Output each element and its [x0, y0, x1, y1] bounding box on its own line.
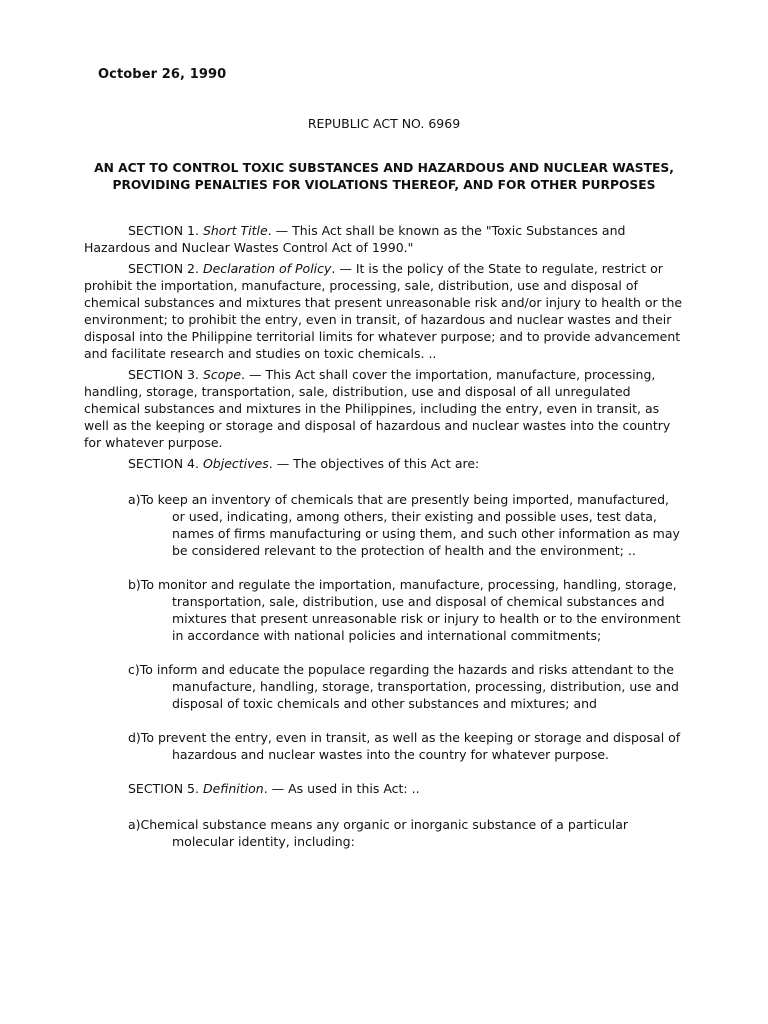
section-5-heading: Definition: [202, 781, 264, 796]
section-1-lead: SECTION 1.: [128, 223, 203, 238]
section-5: [84, 780, 684, 797]
section-3-heading: Scope: [202, 367, 242, 382]
act-title: [84, 160, 684, 194]
section-4-item-d: d)To prevent the entry, even in transit, as well as the keeping or storage and disposal of hazardous and nuclear wastes into the country for whatever purpose.: [128, 730, 681, 762]
section-2-text: . — It is the policy of the State to regulate, restrict or prohibit the importation, manufacture, processing, sale, distribution, use and disposal of chemical substances and mixtures that present unreasonable risk and/or injury to health or the environment; to prohibit the entry, even in transit, of hazardous and nuclear wastes and their disposal into the Philippine territorial limits for whatever purpose; and to provide advancement and facilitate research and studies on toxic chemicals. ..: [84, 261, 683, 361]
section-4-lead: SECTION 4.: [128, 456, 203, 471]
section-3-text: . — This Act shall cover the importation, manufacture, processing, handling, storage, transportation, sale, distribution, use and disposal of all unregulated chemical substances and mixtures in the Philippines, including the entry, even in transit, as well as the keeping or storage and disposal of hazardous and nuclear wastes into the country for whatever purpose.: [84, 367, 671, 450]
section-2-lead: SECTION 2.: [128, 261, 203, 276]
act-title-line-2: PROVIDING PENALTIES FOR VIOLATIONS THEREOF, AND FOR OTHER PURPOSES: [112, 178, 656, 192]
section-2: [84, 260, 684, 362]
act-title-line-1: AN ACT TO CONTROL TOXIC SUBSTANCES AND HAZARDOUS AND NUCLEAR WASTES,: [94, 161, 674, 175]
section-1-text: . — This Act shall be known as the "Toxic Substances and Hazardous and Nuclear Wastes Control Act of 1990.": [84, 223, 626, 255]
section-4-item-c: c)To inform and educate the populace regarding the hazards and risks attendant to the manufacture, handling, storage, transportation, processing, distribution, use and disposal of toxic chemicals and other substances and mixtures; and: [128, 662, 679, 711]
section-4-heading: Objectives: [202, 456, 269, 471]
section-1: [84, 222, 684, 256]
section-3: [84, 366, 684, 451]
section-4-item-a: a)To keep an inventory of chemicals that are presently being imported, manufactured, or used, indicating, among others, their existing and possible uses, test data, names of firms manufacturing or using them, and such other information as may be considered relevant to the protection of health and the environment; ..: [128, 492, 680, 558]
section-4-text: . — The objectives of this Act are:: [268, 456, 480, 471]
section-2-heading: Declaration of Policy: [202, 261, 332, 276]
act-body: [84, 222, 684, 867]
section-4-item-b: b)To monitor and regulate the importation, manufacture, processing, handling, storage, transportation, sale, distribution, use and disposal of chemical substances and mixtures that present unreasonable risk or injury to health or to the environment in accordance with national policies and international commitments;: [128, 577, 681, 643]
section-5-text: . — As used in this Act: ..: [263, 781, 420, 796]
section-1-heading: Short Title: [202, 223, 268, 238]
section-4: [84, 455, 684, 472]
section-5-lead: SECTION 5.: [128, 781, 203, 796]
section-3-lead: SECTION 3.: [128, 367, 203, 382]
act-number: REPUBLIC ACT NO. 6969: [307, 116, 461, 131]
document-date: October 26, 1990: [98, 67, 227, 82]
section-5-item-a: a)Chemical substance means any organic or inorganic substance of a particular molecular identity, including:: [128, 817, 628, 849]
